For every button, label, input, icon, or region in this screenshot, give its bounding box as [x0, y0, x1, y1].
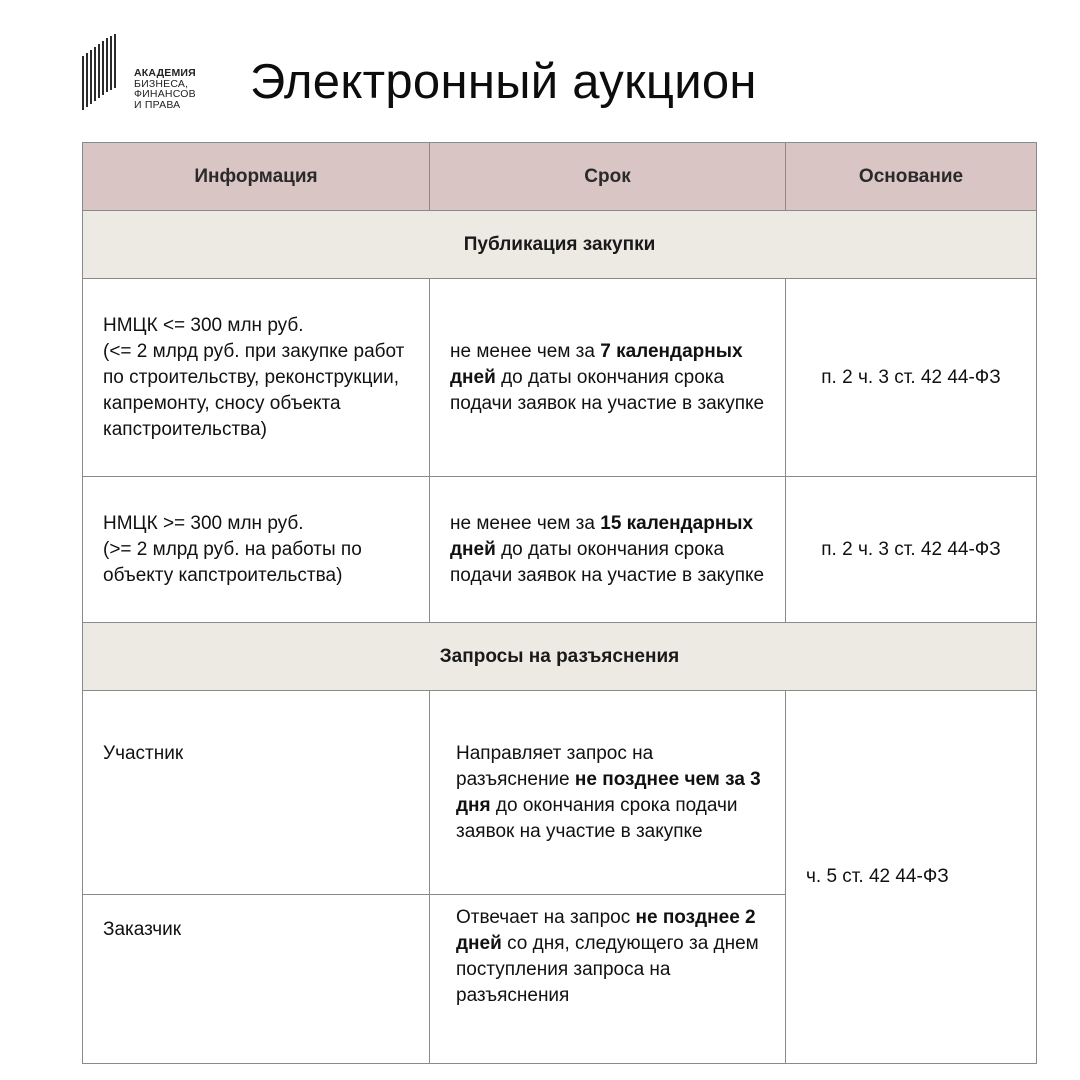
term-cell: [430, 279, 786, 477]
term-text: Отвечает на запрос: [456, 907, 636, 928]
section-title-publication: Публикация закупки: [83, 211, 1037, 279]
logo: [82, 34, 232, 110]
term-text: до даты окончания срока подачи заявок на участие в закупке: [450, 538, 765, 586]
info-main: НМЦК <= 300 млн руб.: [103, 314, 304, 336]
logo-line-2: БИЗНЕСА,: [134, 77, 189, 90]
logo-bars-icon: [82, 34, 122, 110]
logo-wordmark: [134, 68, 196, 110]
term-text: до даты окончания срока подачи заявок на участие в закупке: [450, 366, 765, 414]
info-cell: Заказчик: [83, 895, 430, 1064]
basis-cell: п. 2 ч. 3 ст. 42 44-ФЗ: [786, 477, 1037, 623]
logo-line-3: ФИНАНСОВ: [134, 88, 196, 100]
term-highlight: 15 календарных дней: [450, 512, 754, 560]
table-row: [83, 477, 1037, 623]
term-cell: [430, 477, 786, 623]
term-text: не менее чем за: [450, 512, 601, 534]
term-text: до окончания срока подачи заявок на участие в закупке: [456, 794, 738, 842]
term-text: Направляет запрос на разъяснение: [456, 742, 654, 790]
column-header-basis: Основание: [786, 143, 1037, 211]
page-title: Электронный аукцион: [250, 55, 757, 109]
term-cell: [430, 895, 786, 1064]
info-note: (>= 2 млрд руб. на работы по объекту капстроительства): [103, 538, 362, 586]
info-note: (<= 2 млрд руб. при закупке работ по строительству, реконструкции, капремонту, сносу объекта капстроительства): [103, 340, 405, 440]
info-cell: [83, 279, 430, 477]
section-row-publication: [83, 211, 1037, 279]
term-highlight: 7 календарных дней: [450, 340, 743, 388]
basis-cell: п. 2 ч. 3 ст. 42 44-ФЗ: [786, 279, 1037, 477]
term-text: со дня, следующего за днем поступления запроса на разъяснения: [456, 933, 759, 1006]
term-highlight: не позднее чем за 3 дня: [456, 768, 761, 816]
term-highlight: не позднее 2 дней: [456, 907, 756, 954]
info-cell: Участник: [83, 691, 430, 895]
logo-line-4: И ПРАВА: [134, 98, 181, 111]
section-title-clarifications: Запросы на разъяснения: [83, 623, 1037, 691]
term-text: не менее чем за: [450, 340, 601, 362]
info-main: НМЦК >= 300 млн руб.: [103, 512, 304, 534]
table-header-row: [83, 143, 1037, 211]
term-cell: [430, 691, 786, 895]
logo-line-1: АКАДЕМИЯ: [134, 67, 196, 79]
deadlines-table: [82, 142, 1037, 1064]
basis-cell: ч. 5 ст. 42 44-ФЗ: [786, 691, 1037, 1064]
column-header-info: Информация: [83, 143, 430, 211]
table-row: [83, 279, 1037, 477]
info-cell: [83, 477, 430, 623]
section-row-clarifications: [83, 623, 1037, 691]
column-header-term: Срок: [430, 143, 786, 211]
table-row: [83, 691, 1037, 895]
